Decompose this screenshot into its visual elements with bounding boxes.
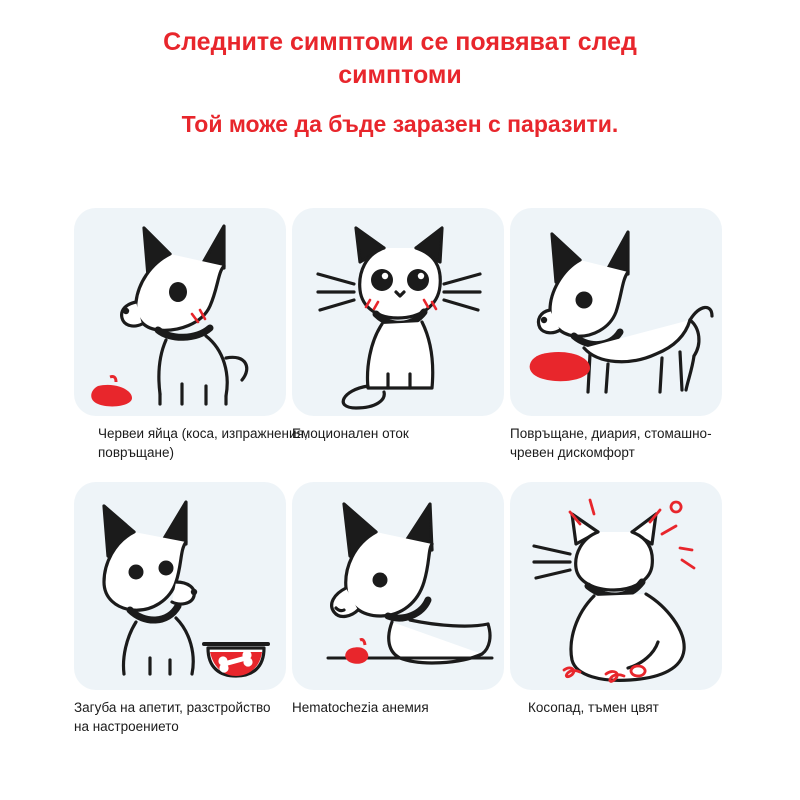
symptom-caption-4: Загуба на апетит, разстройство на настроението bbox=[74, 700, 271, 734]
symptom-caption-5: Hematochezia анемия bbox=[292, 700, 429, 716]
symptom-card-6 bbox=[510, 482, 722, 690]
dog-diarrhea-icon bbox=[510, 208, 722, 416]
symptom-cell-6 bbox=[510, 482, 728, 736]
symptom-caption-1: Червеи яйца (коса, изпражнения, повръщане) bbox=[98, 426, 308, 460]
symptom-card-1 bbox=[74, 208, 286, 416]
cat-hair-loss-icon bbox=[510, 482, 722, 690]
heading-block bbox=[0, 0, 800, 140]
symptom-grid bbox=[0, 208, 800, 743]
symptom-caption-3: Повръщане, диария, стомашно-чревен дискомфорт bbox=[510, 426, 712, 460]
symptom-cell-5 bbox=[292, 482, 510, 736]
symptom-caption-6: Косопад, тъмен цвят bbox=[528, 700, 659, 716]
symptom-card-5 bbox=[292, 482, 504, 690]
symptom-cell-1 bbox=[74, 208, 308, 462]
cat-swelling-icon bbox=[292, 208, 504, 416]
symptom-cell-3 bbox=[510, 208, 728, 462]
symptom-card-2 bbox=[292, 208, 504, 416]
dog-food-bowl-icon bbox=[74, 482, 286, 690]
symptom-card-3 bbox=[510, 208, 722, 416]
dog-lying-blood-icon bbox=[292, 482, 504, 690]
symptom-caption-2: Емоционален оток bbox=[292, 426, 409, 441]
dog-vomiting-icon bbox=[74, 208, 286, 416]
page-title: Следните симптоми се появяват след симптоми bbox=[163, 28, 637, 89]
symptom-cell-4 bbox=[74, 482, 292, 736]
symptom-card-4 bbox=[74, 482, 286, 690]
page-subtitle: Той може да бъде заразен с паразити. bbox=[181, 111, 619, 137]
symptom-cell-2 bbox=[292, 208, 510, 462]
